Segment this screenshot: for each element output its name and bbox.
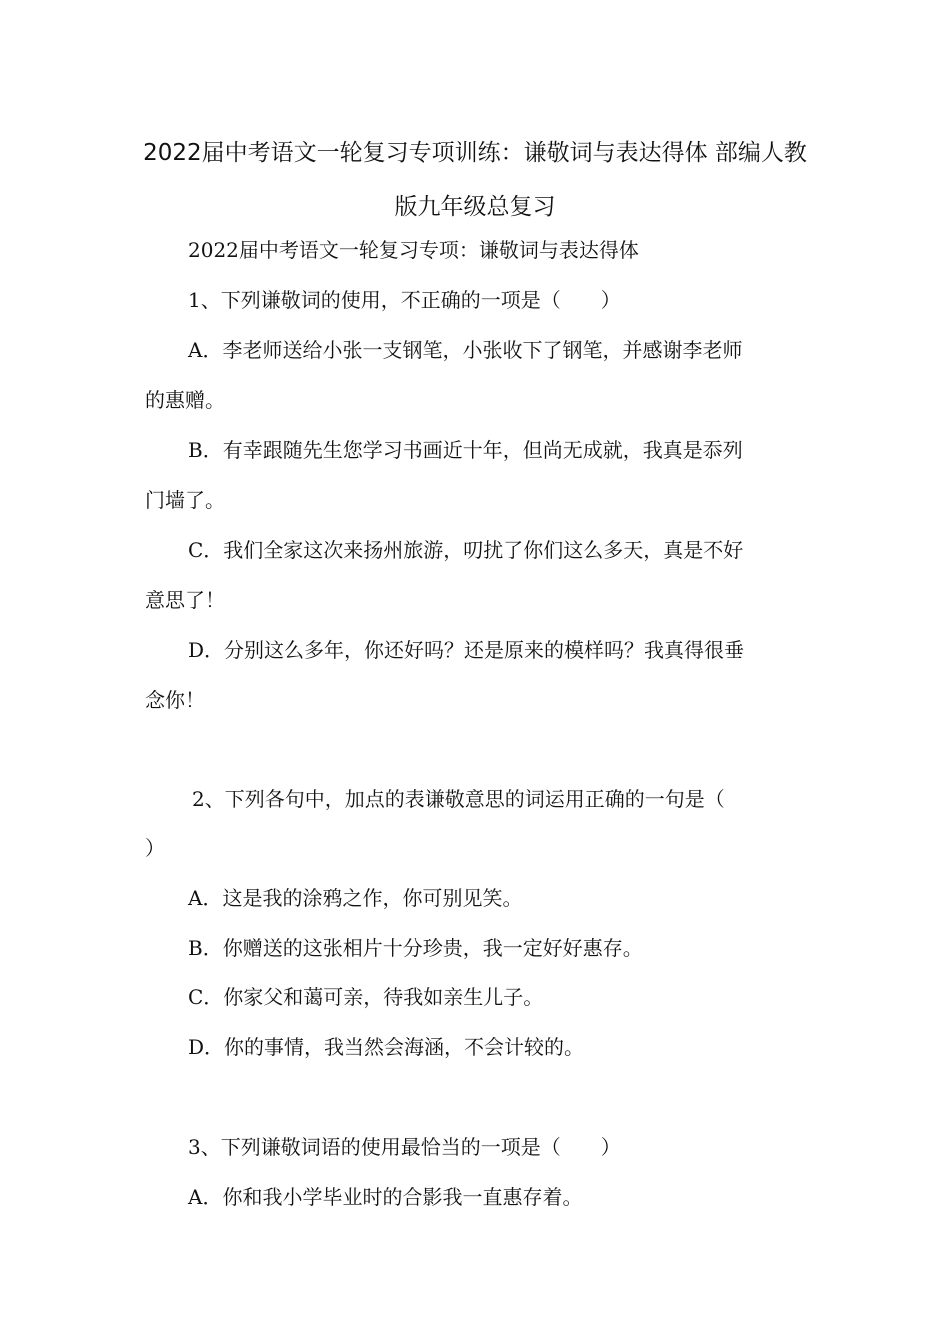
q3-stem: 3、下列谦敬词语的使用最恰当的一项是（ ）: [188, 1135, 621, 1159]
q1-stem: 1、下列谦敬词的使用，不正确的一项是（ ）: [188, 288, 621, 312]
q2-stem-line-1: 2、下列各句中，加点的表谦敬意思的词运用正确的一句是（: [192, 787, 725, 811]
q1-option-d-line-1: D．分别这么多年，你还好吗？还是原来的模样吗？我真得很垂: [188, 638, 745, 662]
title-line-1: 2022届中考语文一轮复习专项训练：谦敬词与表达得体 部编人教: [143, 140, 807, 166]
q1-option-a-line-1: A．李老师送给小张一支钢笔，小张收下了钢笔，并感谢李老师: [188, 338, 743, 362]
q1-option-a-line-2: 的惠赠。: [145, 388, 225, 412]
q2-option-a: A．这是我的涂鸦之作，你可别见笑。: [188, 886, 523, 910]
q1-option-c-line-2: 意思了！: [145, 588, 225, 612]
q1-option-c-line-1: C．我们全家这次来扬州旅游，叨扰了你们这么多天，真是不好: [188, 538, 744, 562]
q1-option-b-line-1: B．有幸跟随先生您学习书画近十年，但尚无成就，我真是忝列: [188, 438, 743, 462]
q2-option-c: C．你家父和蔼可亲，待我如亲生儿子。: [188, 985, 544, 1009]
q2-option-d: D．你的事情，我当然会海涵，不会计较的。: [188, 1035, 585, 1059]
q2-option-b: B．你赠送的这张相片十分珍贵，我一定好好惠存。: [188, 936, 643, 960]
q2-stem-line-2: ）: [145, 836, 165, 860]
q1-option-d-line-2: 念你！: [145, 688, 205, 712]
subtitle: 2022届中考语文一轮复习专项：谦敬词与表达得体: [188, 238, 639, 262]
q3-option-a: A．你和我小学毕业时的合影我一直惠存着。: [188, 1185, 583, 1209]
title-line-2: 版九年级总复习: [394, 194, 556, 220]
document-title: [140, 126, 810, 234]
q1-option-b-line-2: 门墙了。: [145, 488, 225, 512]
